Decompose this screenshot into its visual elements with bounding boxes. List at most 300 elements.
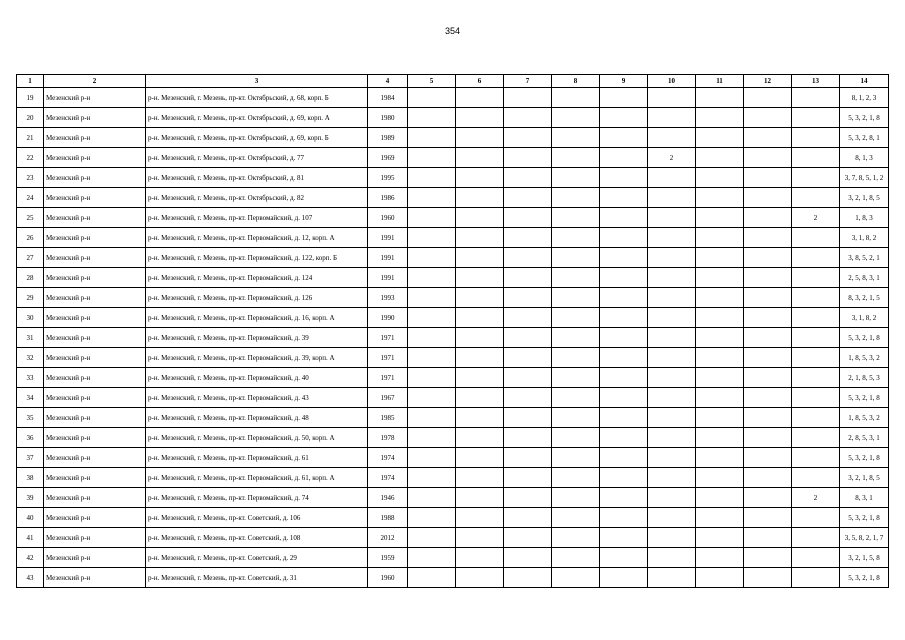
row-number-cell: 19	[17, 88, 44, 108]
count-cell	[648, 128, 696, 148]
sequence-cell: 8, 3, 2, 1, 5	[840, 288, 889, 308]
row-number-cell: 39	[17, 488, 44, 508]
district-cell: Мезенский р-н	[44, 488, 146, 508]
table-row	[17, 148, 889, 168]
count-cell	[792, 348, 840, 368]
count-cell	[696, 488, 744, 508]
count-cell	[792, 108, 840, 128]
table-row	[17, 428, 889, 448]
row-number-cell: 27	[17, 248, 44, 268]
row-number-cell: 20	[17, 108, 44, 128]
sequence-cell: 5, 3, 2, 1, 8	[840, 388, 889, 408]
count-cell	[552, 208, 600, 228]
table-row	[17, 348, 889, 368]
count-cell	[552, 428, 600, 448]
count-cell	[504, 188, 552, 208]
count-cell	[552, 468, 600, 488]
count-cell	[600, 468, 648, 488]
address-cell: р-н. Мезенский, г. Мезень, пр-кт. Первомайский, д. 50, корп. А	[146, 428, 368, 448]
count-cell: 2	[792, 488, 840, 508]
count-cell	[792, 128, 840, 148]
count-cell	[408, 528, 456, 548]
count-cell	[792, 268, 840, 288]
count-cell	[696, 308, 744, 328]
year-cell: 1980	[368, 108, 408, 128]
column-header: 9	[600, 75, 648, 88]
count-cell	[600, 408, 648, 428]
address-cell: р-н. Мезенский, г. Мезень, пр-кт. Первомайский, д. 124	[146, 268, 368, 288]
row-number-cell: 40	[17, 508, 44, 528]
count-cell	[744, 368, 792, 388]
count-cell	[456, 448, 504, 468]
count-cell	[648, 208, 696, 228]
count-cell	[456, 408, 504, 428]
count-cell	[504, 228, 552, 248]
count-cell	[408, 248, 456, 268]
year-cell: 1969	[368, 148, 408, 168]
count-cell	[456, 108, 504, 128]
year-cell: 1959	[368, 548, 408, 568]
count-cell	[552, 368, 600, 388]
count-cell	[456, 268, 504, 288]
address-cell: р-н. Мезенский, г. Мезень, пр-кт. Октябрьский, д. 81	[146, 168, 368, 188]
district-cell: Мезенский р-н	[44, 368, 146, 388]
row-number-cell: 37	[17, 448, 44, 468]
count-cell	[600, 208, 648, 228]
count-cell	[648, 248, 696, 268]
address-cell: р-н. Мезенский, г. Мезень, пр-кт. Октябрьский, д. 68, корп. Б	[146, 88, 368, 108]
count-cell	[408, 508, 456, 528]
count-cell	[648, 388, 696, 408]
table-row	[17, 248, 889, 268]
district-cell: Мезенский р-н	[44, 508, 146, 528]
count-cell	[648, 508, 696, 528]
count-cell: 2	[792, 208, 840, 228]
count-cell	[696, 148, 744, 168]
row-number-cell: 28	[17, 268, 44, 288]
count-cell	[456, 168, 504, 188]
count-cell	[744, 348, 792, 368]
district-cell: Мезенский р-н	[44, 388, 146, 408]
count-cell	[744, 488, 792, 508]
sequence-cell: 3, 8, 5, 2, 1	[840, 248, 889, 268]
year-cell: 1991	[368, 268, 408, 288]
count-cell	[696, 388, 744, 408]
count-cell	[744, 168, 792, 188]
district-cell: Мезенский р-н	[44, 468, 146, 488]
count-cell	[792, 428, 840, 448]
count-cell	[696, 108, 744, 128]
count-cell	[600, 108, 648, 128]
count-cell	[792, 248, 840, 268]
count-cell	[504, 268, 552, 288]
count-cell	[456, 508, 504, 528]
count-cell	[408, 568, 456, 588]
count-cell	[552, 348, 600, 368]
count-cell	[696, 288, 744, 308]
table-row	[17, 508, 889, 528]
count-cell	[552, 108, 600, 128]
count-cell	[504, 88, 552, 108]
count-cell	[552, 308, 600, 328]
count-cell	[504, 468, 552, 488]
count-cell	[456, 368, 504, 388]
count-cell	[408, 488, 456, 508]
address-cell: р-н. Мезенский, г. Мезень, пр-кт. Первомайский, д. 43	[146, 388, 368, 408]
count-cell	[600, 328, 648, 348]
count-cell	[648, 448, 696, 468]
table-row	[17, 548, 889, 568]
count-cell	[552, 408, 600, 428]
column-header: 4	[368, 75, 408, 88]
sequence-cell: 3, 5, 8, 2, 1, 7	[840, 528, 889, 548]
year-cell: 1990	[368, 308, 408, 328]
count-cell	[696, 528, 744, 548]
count-cell	[456, 548, 504, 568]
count-cell	[408, 188, 456, 208]
address-cell: р-н. Мезенский, г. Мезень, пр-кт. Октябрьский, д. 82	[146, 188, 368, 208]
row-number-cell: 30	[17, 308, 44, 328]
row-number-cell: 31	[17, 328, 44, 348]
count-cell	[408, 148, 456, 168]
count-cell	[648, 228, 696, 248]
year-cell: 1978	[368, 428, 408, 448]
year-cell: 1967	[368, 388, 408, 408]
column-header: 5	[408, 75, 456, 88]
address-cell: р-н. Мезенский, г. Мезень, пр-кт. Советский, д. 29	[146, 548, 368, 568]
count-cell	[456, 468, 504, 488]
count-cell	[744, 468, 792, 488]
count-cell	[456, 308, 504, 328]
count-cell	[744, 248, 792, 268]
column-header: 10	[648, 75, 696, 88]
count-cell	[456, 128, 504, 148]
table-body	[17, 88, 889, 588]
count-cell	[744, 188, 792, 208]
count-cell	[600, 528, 648, 548]
count-cell	[744, 408, 792, 428]
count-cell	[600, 448, 648, 468]
count-cell	[600, 148, 648, 168]
count-cell	[792, 528, 840, 548]
count-cell	[648, 408, 696, 428]
count-cell	[408, 448, 456, 468]
district-cell: Мезенский р-н	[44, 428, 146, 448]
count-cell	[696, 568, 744, 588]
count-cell	[504, 348, 552, 368]
count-cell	[552, 168, 600, 188]
district-cell: Мезенский р-н	[44, 188, 146, 208]
table-row	[17, 108, 889, 128]
count-cell	[696, 88, 744, 108]
count-cell	[504, 548, 552, 568]
table-row	[17, 228, 889, 248]
count-cell	[600, 228, 648, 248]
page-number: 354	[444, 26, 461, 36]
count-cell	[696, 448, 744, 468]
district-cell: Мезенский р-н	[44, 408, 146, 428]
address-cell: р-н. Мезенский, г. Мезень, пр-кт. Первомайский, д. 122, корп. Б	[146, 248, 368, 268]
count-cell	[504, 148, 552, 168]
count-cell	[648, 528, 696, 548]
sequence-cell: 8, 1, 2, 3	[840, 88, 889, 108]
row-number-cell: 32	[17, 348, 44, 368]
count-cell	[696, 508, 744, 528]
row-number-cell: 41	[17, 528, 44, 548]
table-row	[17, 168, 889, 188]
district-cell: Мезенский р-н	[44, 448, 146, 468]
address-cell: р-н. Мезенский, г. Мезень, пр-кт. Первомайский, д. 39, корп. А	[146, 348, 368, 368]
sequence-cell: 5, 3, 2, 1, 8	[840, 568, 889, 588]
year-cell: 1991	[368, 228, 408, 248]
year-cell: 1988	[368, 508, 408, 528]
count-cell	[408, 368, 456, 388]
count-cell	[504, 528, 552, 548]
count-cell	[552, 388, 600, 408]
count-cell	[504, 168, 552, 188]
row-number-cell: 21	[17, 128, 44, 148]
count-cell	[600, 568, 648, 588]
count-cell	[504, 508, 552, 528]
count-cell	[600, 88, 648, 108]
count-cell	[792, 228, 840, 248]
count-cell	[552, 128, 600, 148]
sequence-cell: 3, 7, 8, 5, 1, 2	[840, 168, 889, 188]
count-cell	[744, 528, 792, 548]
count-cell	[744, 288, 792, 308]
count-cell	[456, 488, 504, 508]
address-cell: р-н. Мезенский, г. Мезень, пр-кт. Первомайский, д. 48	[146, 408, 368, 428]
count-cell	[408, 268, 456, 288]
count-cell	[696, 168, 744, 188]
district-cell: Мезенский р-н	[44, 328, 146, 348]
year-cell: 1995	[368, 168, 408, 188]
count-cell	[600, 188, 648, 208]
district-cell: Мезенский р-н	[44, 308, 146, 328]
district-cell: Мезенский р-н	[44, 288, 146, 308]
count-cell	[552, 268, 600, 288]
count-cell	[648, 488, 696, 508]
count-cell	[744, 308, 792, 328]
table-row	[17, 368, 889, 388]
count-cell	[696, 348, 744, 368]
district-cell: Мезенский р-н	[44, 528, 146, 548]
count-cell	[504, 128, 552, 148]
sequence-cell: 5, 3, 2, 1, 8	[840, 448, 889, 468]
count-cell	[792, 568, 840, 588]
count-cell	[408, 168, 456, 188]
count-cell	[792, 548, 840, 568]
column-header: 12	[744, 75, 792, 88]
count-cell	[408, 428, 456, 448]
count-cell	[456, 328, 504, 348]
count-cell	[552, 248, 600, 268]
table-row	[17, 268, 889, 288]
count-cell	[600, 428, 648, 448]
count-cell	[600, 548, 648, 568]
count-cell	[648, 468, 696, 488]
count-cell	[552, 88, 600, 108]
row-number-cell: 25	[17, 208, 44, 228]
count-cell	[552, 488, 600, 508]
address-cell: р-н. Мезенский, г. Мезень, пр-кт. Первомайский, д. 126	[146, 288, 368, 308]
year-cell: 1971	[368, 348, 408, 368]
count-cell	[600, 508, 648, 528]
address-cell: р-н. Мезенский, г. Мезень, пр-кт. Первомайский, д. 40	[146, 368, 368, 388]
column-header: 3	[146, 75, 368, 88]
district-cell: Мезенский р-н	[44, 148, 146, 168]
count-cell	[600, 268, 648, 288]
count-cell	[792, 468, 840, 488]
count-cell	[552, 568, 600, 588]
year-cell: 1986	[368, 188, 408, 208]
sequence-cell: 1, 8, 3	[840, 208, 889, 228]
address-cell: р-н. Мезенский, г. Мезень, пр-кт. Октябрьский, д. 69, корп. А	[146, 108, 368, 128]
sequence-cell: 2, 1, 8, 5, 3	[840, 368, 889, 388]
count-cell	[648, 308, 696, 328]
count-cell	[552, 148, 600, 168]
count-cell	[456, 348, 504, 368]
count-cell	[744, 88, 792, 108]
count-cell	[408, 348, 456, 368]
sequence-cell: 2, 5, 8, 3, 1	[840, 268, 889, 288]
row-number-cell: 38	[17, 468, 44, 488]
row-number-cell: 36	[17, 428, 44, 448]
count-cell	[648, 548, 696, 568]
count-cell	[456, 188, 504, 208]
count-cell	[744, 208, 792, 228]
count-cell	[600, 248, 648, 268]
district-cell: Мезенский р-н	[44, 248, 146, 268]
count-cell	[744, 568, 792, 588]
sequence-cell: 3, 2, 1, 8, 5	[840, 468, 889, 488]
count-cell	[408, 208, 456, 228]
count-cell	[696, 468, 744, 488]
row-number-cell: 23	[17, 168, 44, 188]
sequence-cell: 1, 8, 5, 3, 2	[840, 408, 889, 428]
count-cell	[792, 288, 840, 308]
sequence-cell: 3, 2, 1, 5, 8	[840, 548, 889, 568]
address-cell: р-н. Мезенский, г. Мезень, пр-кт. Первомайский, д. 16, корп. А	[146, 308, 368, 328]
district-cell: Мезенский р-н	[44, 208, 146, 228]
year-cell: 1960	[368, 568, 408, 588]
year-cell: 1974	[368, 468, 408, 488]
count-cell	[504, 368, 552, 388]
sequence-cell: 2, 8, 5, 3, 1	[840, 428, 889, 448]
table-row	[17, 448, 889, 468]
count-cell	[792, 168, 840, 188]
table-row	[17, 408, 889, 428]
count-cell	[552, 228, 600, 248]
sequence-cell: 3, 1, 8, 2	[840, 308, 889, 328]
count-cell	[744, 268, 792, 288]
count-cell	[408, 88, 456, 108]
count-cell	[552, 188, 600, 208]
count-cell	[504, 428, 552, 448]
count-cell	[408, 108, 456, 128]
count-cell	[648, 88, 696, 108]
column-header: 13	[792, 75, 840, 88]
year-cell: 1985	[368, 408, 408, 428]
table-row	[17, 528, 889, 548]
count-cell	[552, 448, 600, 468]
count-cell	[648, 368, 696, 388]
district-cell: Мезенский р-н	[44, 348, 146, 368]
buildings-register-table	[16, 74, 889, 588]
count-cell	[504, 408, 552, 428]
count-cell	[792, 308, 840, 328]
count-cell	[504, 328, 552, 348]
table-row	[17, 88, 889, 108]
count-cell	[744, 228, 792, 248]
row-number-cell: 35	[17, 408, 44, 428]
address-cell: р-н. Мезенский, г. Мезень, пр-кт. Первомайский, д. 39	[146, 328, 368, 348]
count-cell	[744, 148, 792, 168]
count-cell	[792, 148, 840, 168]
count-cell	[792, 188, 840, 208]
row-number-cell: 29	[17, 288, 44, 308]
count-cell	[696, 548, 744, 568]
table-row	[17, 308, 889, 328]
count-cell	[408, 308, 456, 328]
sequence-cell: 3, 1, 8, 2	[840, 228, 889, 248]
count-cell	[408, 228, 456, 248]
table-row	[17, 128, 889, 148]
count-cell	[456, 528, 504, 548]
count-cell	[408, 288, 456, 308]
row-number-cell: 24	[17, 188, 44, 208]
count-cell	[792, 408, 840, 428]
count-cell	[456, 228, 504, 248]
table-row	[17, 468, 889, 488]
count-cell	[696, 228, 744, 248]
year-cell: 1971	[368, 368, 408, 388]
count-cell	[504, 568, 552, 588]
count-cell	[600, 308, 648, 328]
count-cell	[456, 88, 504, 108]
count-cell	[600, 488, 648, 508]
count-cell	[744, 448, 792, 468]
row-number-cell: 43	[17, 568, 44, 588]
count-cell	[696, 328, 744, 348]
address-cell: р-н. Мезенский, г. Мезень, пр-кт. Первомайский, д. 12, корп. А	[146, 228, 368, 248]
count-cell	[600, 128, 648, 148]
row-number-cell: 34	[17, 388, 44, 408]
district-cell: Мезенский р-н	[44, 108, 146, 128]
row-number-cell: 33	[17, 368, 44, 388]
count-cell	[744, 128, 792, 148]
count-cell	[696, 208, 744, 228]
count-cell	[648, 348, 696, 368]
count-cell	[792, 388, 840, 408]
district-cell: Мезенский р-н	[44, 228, 146, 248]
address-cell: р-н. Мезенский, г. Мезень, пр-кт. Первомайский, д. 61	[146, 448, 368, 468]
column-header: 1	[17, 75, 44, 88]
count-cell	[552, 548, 600, 568]
count-cell	[504, 448, 552, 468]
sequence-cell: 5, 3, 2, 1, 8	[840, 108, 889, 128]
count-cell	[456, 148, 504, 168]
count-cell	[792, 448, 840, 468]
count-cell	[792, 328, 840, 348]
count-cell	[600, 368, 648, 388]
count-cell	[744, 508, 792, 528]
count-cell	[552, 288, 600, 308]
column-header: 2	[44, 75, 146, 88]
year-cell: 1971	[368, 328, 408, 348]
count-cell	[504, 388, 552, 408]
table-row	[17, 328, 889, 348]
